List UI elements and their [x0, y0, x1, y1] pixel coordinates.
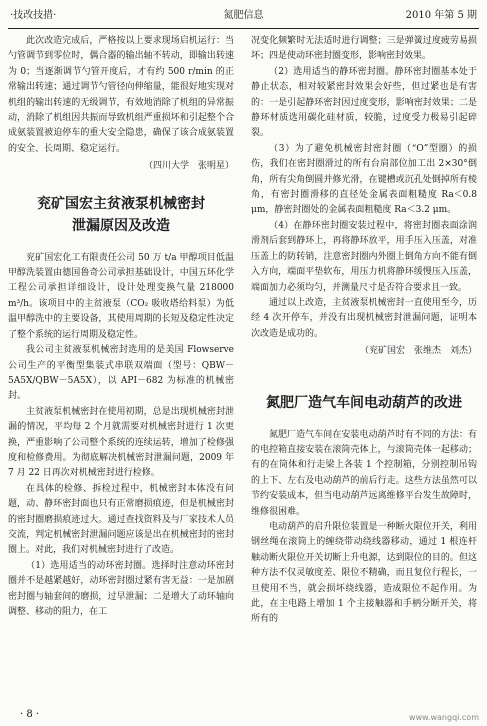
page-header	[8, 4, 479, 29]
body-paragraph: 主贫液泵机械密封在使用初期，总是出现机械密封泄漏的情况，平均每 2 个月就需要对机械密封进行 1 次更换，严重影响了公司整个系统的连续运转，增加了检修强度和检修费用。为彻底解决机械密封泄漏问题，2009 年 7 月 22 日再次对机械密封进行检修。	[8, 406, 234, 479]
author-signature: （四川大学 张明星）	[143, 161, 234, 172]
article-title	[251, 392, 477, 414]
right-column	[251, 34, 477, 628]
body-paragraph: 通过以上改造，主贫液泵机械密封一直使用至今，历经 4 次开停车，并没有出现机械密封泄漏问题，证明本次改造是成功的。	[251, 297, 477, 339]
body-paragraph: 在具体的检修、拆检过程中，机械密封本体没有问题，动、静环密封面也只有正常磨损痕迹，但是机械密封的密封圈磨损痕迹过大。通过查找资料及与厂家技术人员交流，判定机械密封泄漏问题应该是出在机械密封的密封圈上。对此，我们对机械密封进行了改造。	[8, 483, 234, 556]
section-label: ·技改技措·	[10, 10, 57, 21]
body-paragraph: （2）选用适当的静环密封圈。静环密封圈基本处于静止状态，相对较紧密封效果会好些，但过紧也是有害的：一是引起静环密封因过度变形，影响密封效果；二是静环材质选用碳化硅材质，较脆，过度受力极易引起碎裂。	[251, 66, 477, 139]
body-paragraph: （1）选用适当的动环密封圈。选择时注意动环密封圈并不是越紧越好，动环密封圈过紧有害无益：一是加剧密封圈与轴套间的磨损，过早泄漏；二是增大了动环轴向调整、移动的阻力，在工	[8, 560, 234, 617]
article-title-line-1: 兖矿国宏主贫液泵机械密封	[37, 195, 205, 212]
issue-label: 2010 年第 5 期	[405, 10, 477, 21]
body-paragraph: 氮肥厂造气车间在安装电动葫芦时有不同的方法：有的电控箱直接安装在滚筒壳体上，与滚筒壳体一起移动；有的在筒体和行走梁上各装 1 个控制箱，分别控制吊钩的上下、左右及电动葫芦的前后行走。这些方法虽然可以节约安装成本，但当电动葫芦远离维修平台发生故障时，维修很困难。	[251, 429, 477, 517]
continued-paragraph: 此次改造完成后，严格按以上要求现场启机运行：当勺管调节到零位时，偶合器的输出轴不转动，即输出转速为 0；当逐渐调节勺管开度后，才有约 500 r/min 的正常输出转速；通过调节勺管径向伸缩量，能很好地实现对机组的输出转速的无级调节，有效地消除了机组的异常振动，消除了机组因共振而导致机组严重损坏和引起整个合成氨装置被迫停车的重大安全隐患，确保了该合成氨装置的安全、长周期、稳定运行。	[8, 36, 234, 154]
body-paragraph: 况变化频繁时无法适时进行调整；三是弹簧过度疲劳易损坏；四是使动环密封圈变形，影响密封效果。	[251, 36, 477, 62]
body-paragraph: 兖矿国宏化工有限责任公司 50 万 t/a 甲醇项目低温甲醇洗装置由德国鲁奇公司承担基础设计，中国五环化学工程公司承担详细设计，设计处理变换气量 218000 m³/h。该项目中的主贫液泵（CO₂ 吸收塔给料泵）为低温甲醇洗中的主要设备，其使用周期的长短及稳定性决定了整个系统的运行周期及稳定性。	[8, 252, 234, 340]
body-paragraph: （3）为了避免机械密封密封圈（“O”型圈）的损伤，我们在密封圈滑过的所有台肩部位加工出 2×30°倒角，所有尖角倒圆并修光滑，在键槽或沉孔处倒掉所有棱角，有密封圈滑移的直径处金属表面粗糙度 Ra＜0.8 μm，静密封圈处的金属表面粗糙度 Ra＜3.2 μm。	[251, 143, 477, 216]
watermark: www.wangqi.com	[409, 713, 479, 722]
left-column	[8, 34, 234, 620]
article-title	[8, 193, 234, 237]
article-title-line: 氮肥厂造气车间电动葫芦的改进	[266, 394, 462, 411]
author-signature: （兖矿国宏 张维杰 刘杰）	[359, 346, 477, 357]
body-paragraph: 电动葫芦的启升限位装置是一种断火限位开关，利用钢丝绳在滚筒上的缠绕带动绕线器移动，通过 1 根连杆触动断火限位开关切断上升电源，达到限位的目的。但这种方法不仅灵敏度差、限位不精确，而且复位行程长，一旦使用不当，就会损坏绕线器，造成限位不起作用。为此，在主电路上增加 1 个主接触器和手柄分断开关，将所有的	[251, 521, 477, 625]
journal-title: 氮肥信息	[223, 10, 264, 21]
page-number: · 8 ·	[20, 709, 40, 720]
body-paragraph: 我公司主贫液泵机械密封选用的是美国 Flowserve 公司生产的平衡型集装式串联双端面（型号：QBW－5A5X/QBW－5A5X），以 API－682 为标准的机械密封。	[8, 345, 234, 402]
body-paragraph: （4）在静环密封圈安装过程中，将密封圈表面涂润滑剂后套到静环上，再将静环放平，用手压入压盖，对准压盖上的防转销，注意密封圈内外圈上倒角方向不能有倒入方向，端面平垫软布，用压力机将静环缓慢压入压盖，端面加力必须均匀，并测量尺寸是否符合要求且一致。	[251, 220, 477, 293]
article-title-line-2: 泄漏原因及改造	[72, 217, 170, 234]
